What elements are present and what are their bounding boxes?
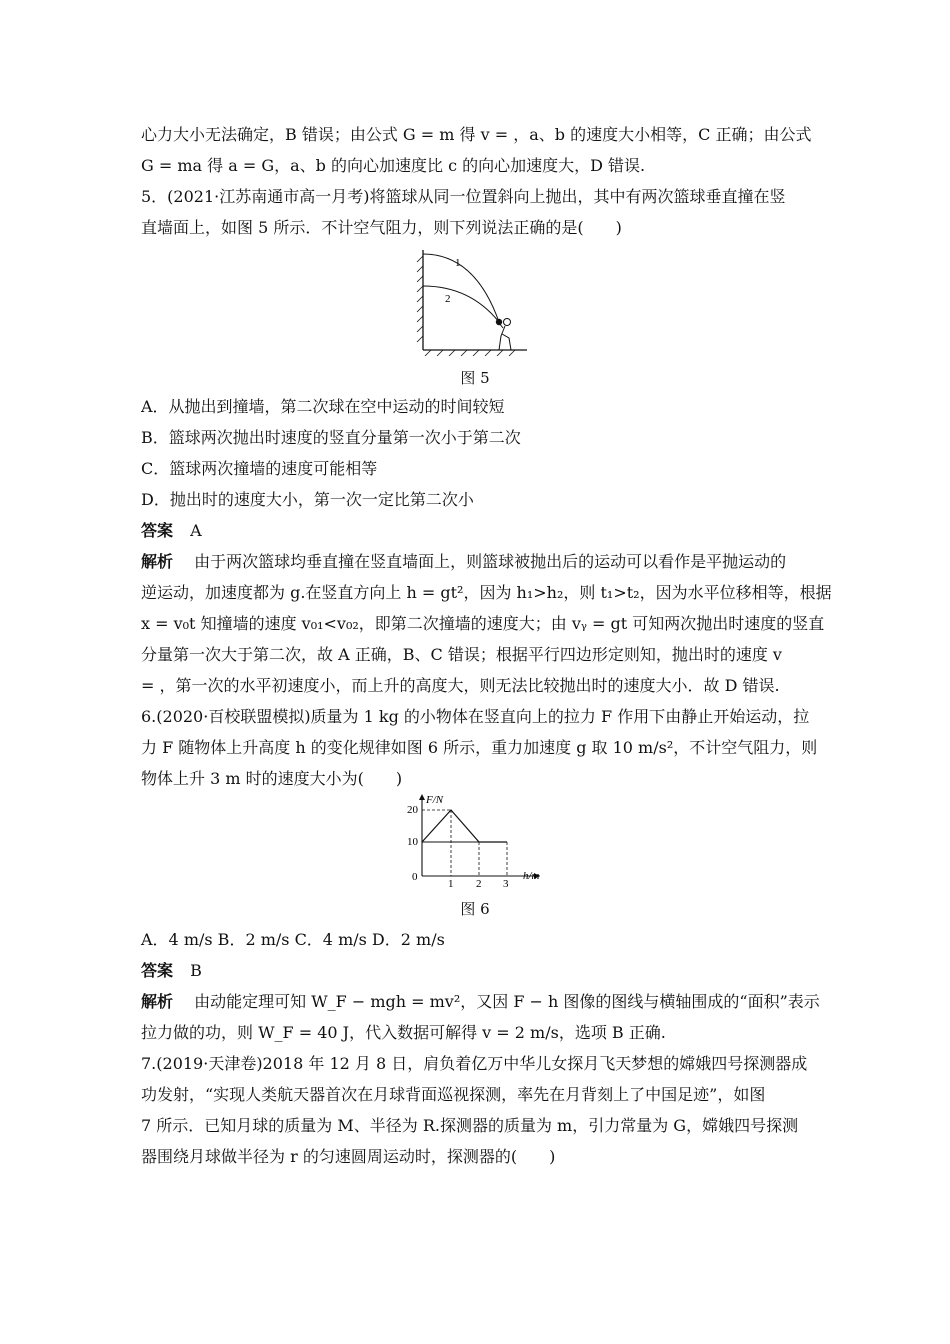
question-5-line: 5．(2021·江苏南通市高一月考)将篮球从同一位置斜向上抛出，其中有两次篮球垂直撞在竖 bbox=[141, 187, 786, 206]
x-tick-label: 1 bbox=[448, 878, 454, 890]
trajectory-2-label: 2 bbox=[445, 293, 451, 305]
figure-6-caption: 图 6 bbox=[460, 900, 490, 918]
y-axis-label: F/N bbox=[426, 794, 444, 806]
figure-6 bbox=[390, 790, 560, 890]
explanation-5-line bbox=[141, 551, 811, 573]
answer-value: B bbox=[190, 961, 202, 980]
question-7-line: 功发射，“实现人类航天器首次在月球背面巡视探测，率先在月背刻上了中国足迹”，如图 bbox=[141, 1085, 766, 1104]
text-line: 心力大小无法确定，B 错误；由公式 G = m 得 v = ，a、b 的速度大小相等，C 正确；由公式 bbox=[141, 125, 812, 144]
question-7-line: 7.(2019·天津卷)2018 年 12 月 8 日，肩负着亿万中华儿女探月飞天梦想的嫦娥四号探测器成 bbox=[141, 1054, 808, 1073]
answer-6 bbox=[141, 960, 811, 982]
answer-value: A bbox=[190, 521, 202, 540]
question-5-line: 直墙面上，如图 5 所示．不计空气阻力，则下列说法正确的是( ) bbox=[141, 218, 622, 237]
option-b: B．篮球两次抛出时速度的竖直分量第一次小于第二次 bbox=[141, 428, 521, 447]
option-a: A．从抛出到撞墙，第二次球在空中运动的时间较短 bbox=[141, 397, 505, 416]
explanation-5-line: = ，第一次的水平初速度小，而上升的高度大，则无法比较抛出时的速度大小．故 D 错误. bbox=[141, 676, 780, 695]
question-6-line: 力 F 随物体上升高度 h 的变化规律如图 6 所示，重力加速度 g 取 10 m/s²，不计空气阻力，则 bbox=[141, 738, 818, 757]
explanation-text: 由动能定理可知 W_F − mgh = mv²，又因 F − h 图像的图线与横轴围成的“面积”表示 bbox=[194, 992, 820, 1011]
person-body bbox=[499, 323, 511, 350]
answer-label: 答案 bbox=[141, 961, 174, 980]
option-c: C．篮球两次撞墙的速度可能相等 bbox=[141, 459, 378, 478]
trajectory-2 bbox=[423, 286, 499, 322]
explanation-5-line: x = v₀t 知撞墙的速度 v₀₁<v₀₂，即第二次撞墙的速度大；由 vᵧ = gt 可知两次抛出时速度的竖直 bbox=[141, 614, 825, 633]
trajectory-1 bbox=[423, 254, 499, 322]
trajectory-1-label: 1 bbox=[455, 257, 461, 269]
y-tick-label: 10 bbox=[407, 836, 418, 848]
question-6-line: 6.(2020·百校联盟模拟)质量为 1 kg 的小物体在竖直向上的拉力 F 作用下由静止开始运动，拉 bbox=[141, 707, 810, 726]
question-6-line: 物体上升 3 m 时的速度大小为( ) bbox=[141, 769, 403, 788]
question-7-line: 7 所示．已知月球的质量为 M、半径为 R.探测器的质量为 m，引力常量为 G，嫦娥四号探测 bbox=[141, 1116, 799, 1135]
y-tick-label: 20 bbox=[407, 804, 418, 816]
x-axis-label: h/m bbox=[523, 870, 540, 882]
force-curve bbox=[422, 810, 507, 842]
person-head bbox=[504, 319, 511, 326]
explanation-5-line: 分量第一次大于第二次，故 A 正确，B、C 错误；根据平行四边形定则知，抛出时的速度 v bbox=[141, 645, 782, 664]
explanation-6-line bbox=[141, 991, 820, 1013]
explanation-5-line: 逆运动，加速度都为 g.在竖直方向上 h = gt²，因为 h₁>h₂，则 t₁>t₂，因为水平位移相等，根据 bbox=[141, 583, 832, 602]
x-tick-label: 2 bbox=[476, 878, 482, 890]
answer-label: 答案 bbox=[141, 521, 174, 540]
figure-5-caption: 图 5 bbox=[460, 369, 490, 387]
figure-5 bbox=[415, 246, 535, 356]
explanation-text: 由于两次篮球均垂直撞在竖直墙面上，则篮球被抛出后的运动可以看作是平抛运动的 bbox=[194, 552, 787, 571]
options-6: A．4 m/s B．2 m/s C．4 m/s D．2 m/s bbox=[141, 930, 445, 949]
x-tick-label: 3 bbox=[503, 878, 509, 890]
question-7-line: 器围绕月球做半径为 r 的匀速圆周运动时，探测器的( ) bbox=[141, 1147, 556, 1166]
y-tick-label: 0 bbox=[412, 871, 418, 883]
basketball bbox=[496, 319, 502, 325]
answer-5 bbox=[141, 520, 811, 542]
explanation-label: 解析 bbox=[141, 552, 174, 571]
explanation-label: 解析 bbox=[141, 992, 174, 1011]
text-line: G = ma 得 a = G，a、b 的向心加速度比 c 的向心加速度大，D 错误. bbox=[141, 156, 646, 175]
explanation-6-line: 拉力做的功，则 W_F = 40 J，代入数据可解得 v = 2 m/s，选项 B 正确. bbox=[141, 1023, 666, 1042]
option-d: D．抛出时的速度大小，第一次一定比第二次小 bbox=[141, 490, 474, 509]
